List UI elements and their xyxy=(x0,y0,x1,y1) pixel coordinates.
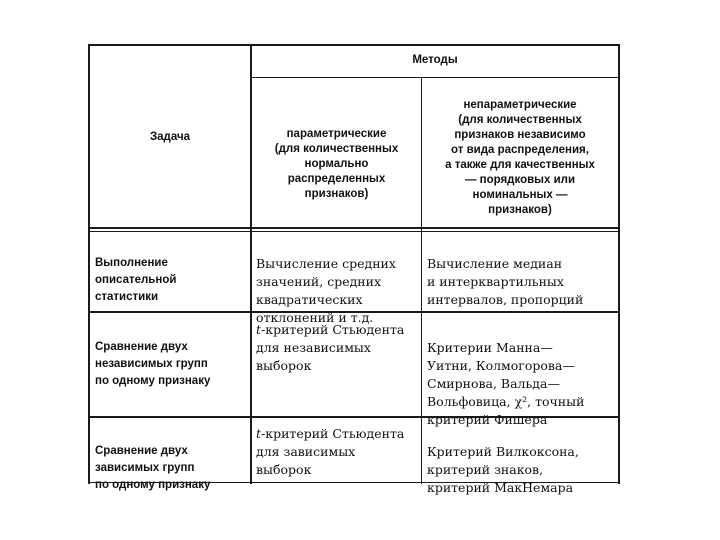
row-1-parametric xyxy=(256,237,421,327)
table-border-top xyxy=(88,44,620,46)
header-parametric xyxy=(252,112,421,202)
row-3-nonparametric-text: Критерий Вилкоксона, критерий знаков, критерий МакНемара xyxy=(427,444,579,495)
row-2-parametric xyxy=(256,321,421,375)
row-3-t-symbol: t xyxy=(256,426,262,441)
header-task xyxy=(90,130,250,145)
table-border-left xyxy=(88,44,90,484)
methods-table xyxy=(88,44,620,495)
table-border-right xyxy=(618,44,620,484)
header-nonparametric xyxy=(422,83,618,218)
row-2-parametric-text: -критерий Стьюдента для независимых выборок xyxy=(256,322,405,373)
row-1-task-label: Выполнение описательной статистики xyxy=(95,257,177,303)
header-nonparametric-label: непараметрические (для количественных признаков независимо от вида распределения, а также для качественных — порядковых или номинальных — признаков) xyxy=(445,99,595,216)
row-3-task-label: Сравнение двух зависимых групп по одному признаку xyxy=(95,445,211,491)
header-bottom-rule xyxy=(88,227,620,229)
row-1-nonparametric-text: Вычисление медиан и интерквартильных интервалов, пропорций xyxy=(427,256,584,307)
row-3-parametric-text: -критерий Стьюдента для зависимых выборок xyxy=(256,426,405,477)
header-parametric-label: параметрические (для количественных нормально распределенных признаков) xyxy=(274,128,399,200)
header-methods-label: Методы xyxy=(412,54,458,66)
row-3-nonparametric xyxy=(427,425,617,497)
header-task-label: Задача xyxy=(149,131,191,143)
row-2-nonparametric-text: Критерии Манна— Уитни, Колмогорова— Смирнова, Вальда— Вольфовица, χ², точный критерий Фишера xyxy=(427,340,585,427)
row-2-t-symbol: t xyxy=(256,322,262,337)
row-2-nonparametric xyxy=(427,321,617,429)
header-methods xyxy=(252,53,618,68)
column-divider-task xyxy=(250,44,252,484)
row-3-parametric xyxy=(256,425,421,479)
row-1-parametric-text: Вычисление средних значений, средних квадратических отклонений и т.д. xyxy=(256,256,396,325)
row-2-task xyxy=(95,322,247,390)
row-1-nonparametric xyxy=(427,237,617,309)
header-bottom-rule-2 xyxy=(88,231,620,232)
row-1-task xyxy=(95,238,247,306)
row-3-task xyxy=(95,426,247,494)
methods-header-divider xyxy=(250,77,620,78)
row-2-task-label: Сравнение двух независимых групп по одному признаку xyxy=(95,341,211,387)
